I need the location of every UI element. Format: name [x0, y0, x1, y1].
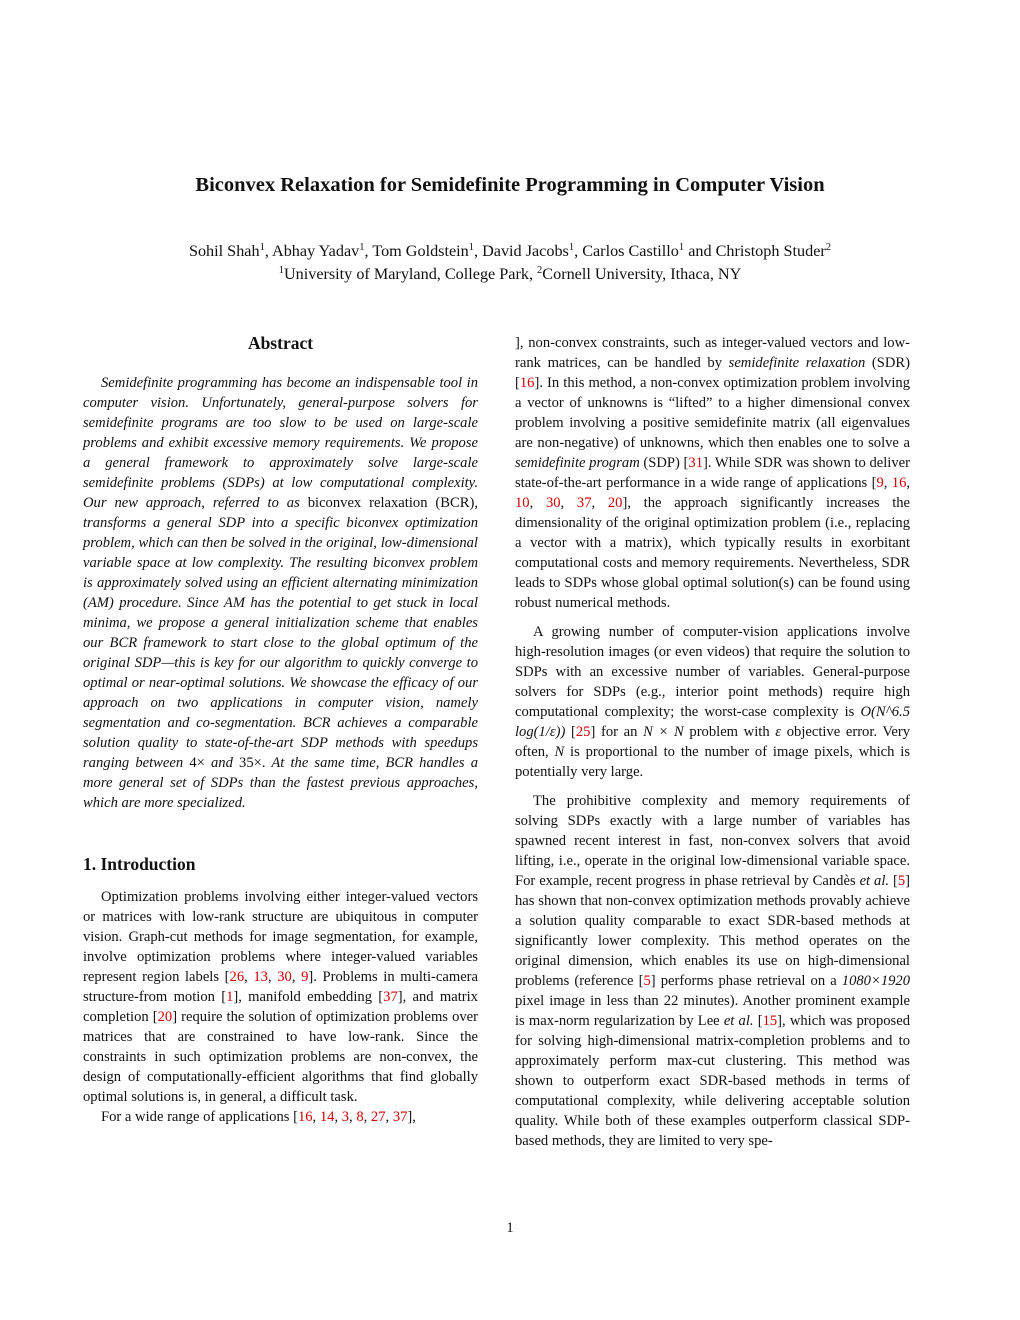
body-paragraph: A growing number of computer-vision applications involve high-resolution images (or even videos) that require the solution to SDPs with an excessive number of variables. General-purpose solvers for SDPs (e.g., interior point methods) require high computational complexity; the worst-case complexity is O(N^6.5 log(1/ε)) [25] for an N × N problem with ε objective error. Very often, N is proportional to the number of image pixels, which is potentially very large. [515, 624, 911, 780]
citation-link[interactable]: 15 [762, 1013, 778, 1029]
citation-link[interactable]: 8 [356, 1109, 364, 1125]
citation-link[interactable]: 37 [392, 1109, 408, 1125]
citation-link[interactable]: 20 [157, 1009, 173, 1025]
citation-link[interactable]: 26 [229, 969, 245, 985]
author-name: Tom Goldstein [372, 242, 469, 260]
abstract-text: Semidefinite programming has become an indispensable tool in computer vision. Unfortunately, general-purpose solvers for semidefinite programs are too slow to be used on large-scale problems and exhibit excessive memory requirements. We propose a general framework to approximately solve large-scale semidefinite problems (SDPs) at low computational complexity. Our new approach, referred to as biconvex relaxation (BCR), transforms a general SDP into a specific biconvex optimization problem, which can then be solved in the original, low-dimensional variable space at low complexity. The resulting biconvex problem is approximately solved using an efficient alternating minimization (AM) procedure. Since AM has the potential to get stuck in local minima, we propose a general initialization scheme that enables our BCR framework to start close to the global optimum of the original SDP—this is key for our algorithm to quickly converge to optimal or near-optimal solutions. We showcase the efficacy of our approach on two applications in computer vision, namely segmentation and co-segmentation. BCR achieves a comparable solution quality to state-of-the-art SDP methods with speedups ranging between 4× and 35×. At the same time, BCR handles a more general set of SDPs than the fastest previous approaches, which are more specialized. [83, 375, 478, 811]
citation-link[interactable]: 9 [876, 475, 884, 491]
citation-link[interactable]: 13 [253, 969, 268, 985]
citation-link[interactable]: 16 [891, 475, 907, 491]
left-column [83, 333, 478, 1127]
author-block [0, 240, 1020, 286]
citation-link[interactable]: 1 [226, 989, 234, 1005]
math-expression: N [554, 744, 565, 760]
citation-link[interactable]: 25 [575, 724, 591, 740]
author-name: Abhay Yadav [272, 242, 360, 260]
math-expression: N × N [643, 724, 684, 740]
author-affiliation-mark: 1 [259, 242, 265, 253]
body-paragraph: Optimization problems involving either integer-valued vectors or matrices with low-rank structure are ubiquitous in computer vision. Graph-cut methods for image segmentation, for example, involve optimization problems where integer-valued variables represent region labels [26, 13, 30, 9]. Problems in multi-camera structure-from motion [1], manifold embedding [37], and matrix completion [20] require the solution of optimization problems over matrices that are constrained to have low-rank. Since the constraints in such optimization problems are non-convex, the design of computationally-efficient algorithms that find globally optimal solutions is, in general, a difficult task. [83, 889, 479, 1105]
author-name: Carlos Castillo [582, 242, 679, 260]
citation-link[interactable]: 31 [688, 455, 704, 471]
right-column [515, 333, 910, 1151]
citation-link[interactable]: 20 [607, 495, 623, 511]
citation-link[interactable]: 30 [545, 495, 561, 511]
math-expression: O(N^6.5 log(1/ε)) [515, 704, 910, 740]
citation-link[interactable]: 16 [297, 1109, 313, 1125]
citation-link[interactable]: 5 [897, 873, 906, 889]
affiliation: University of Maryland, College Park [283, 265, 529, 283]
paper-title: Biconvex Relaxation for Semidefinite Programming in Computer Vision [195, 174, 825, 196]
math-expression: 1080×1920 [841, 973, 911, 989]
author-name: David Jacobs [482, 242, 569, 260]
affiliation-list: $^1$University of Maryland, College Park, $^2$Cornell University, Ithaca, NY [278, 265, 742, 283]
abstract-heading: Abstract [247, 333, 314, 353]
author-affiliation-mark: 2 [825, 242, 832, 253]
citation-link[interactable]: 37 [383, 989, 398, 1005]
author-affiliation-mark: 1 [678, 242, 685, 253]
body-paragraph: The prohibitive complexity and memory requirements of solving SDPs exactly with a large number of variables has spawned recent interest in fast, non-convex solvers that avoid lifting, i.e., operate in the original low-dimensional variable space. For example, recent progress in phase retrieval by Candès et al. [5] has shown that non-convex optimization methods provably achieve a solution quality comparable to exact SDR-based methods at significantly lower complexity. This method operates on the original dimension, which enables its use on high-dimensional problems (reference [5] performs phase retrieval on a 1080×1920 pixel image in less than 22 minutes). Another prominent example is max-norm regularization by Lee et al. [15], which was proposed for solving high-dimensional matrix-completion problems and to approximately perform max-cut clustering. This method was shown to outperform exact SDR-based methods in terms of computational complexity, while delivering acceptable solution quality. While both of these examples outperform classical SDP-based methods, they are limited to very spe- [515, 793, 911, 1149]
math-expression: ε [775, 724, 782, 740]
author-affiliation-mark: 1 [468, 242, 474, 253]
author-list: Sohil Shah$^1$, Abhay Yadav$^1$, Tom Goldstein$^1$, David Jacobs$^1$, Carlos Castillo$^1$ and Christoph Studer$^2$ [188, 242, 832, 260]
citation-link[interactable]: 10 [515, 495, 530, 511]
citation-link[interactable]: 14 [319, 1109, 335, 1125]
affiliation: Cornell University, Ithaca, NY [542, 265, 742, 283]
author-name: Sohil Shah [188, 242, 260, 260]
author-affiliation-mark: 1 [568, 242, 575, 253]
citation-link[interactable]: 5 [643, 973, 651, 989]
citation-link[interactable]: 16 [519, 375, 535, 391]
author-affiliation-mark: 1 [359, 242, 365, 253]
section-heading-introduction: 1. Introduction [83, 854, 196, 874]
author-name: Christoph Studer [715, 242, 826, 260]
page-number: 1 [506, 1220, 514, 1236]
body-paragraph-continued: For a wide range of applications [16, 14, 3, 8, 27, 37], [101, 1109, 416, 1125]
citation-link[interactable]: 37 [576, 495, 592, 511]
citation-link[interactable]: 3 [341, 1109, 350, 1125]
body-paragraph: ], non-convex constraints, such as integer-valued vectors and low-rank matrices, can be handled by semidefinite relaxation (SDR) [16]. In this method, a non-convex optimization problem involving a vector of unknowns is “lifted” to a higher dimensional convex problem involving a positive semidefinite matrix (all eigenvalues are non-negative) of unknowns, which then enables one to solve a semidefinite program (SDP) [31]. While SDR was shown to deliver state-of-the-art performance in a wide range of applications [9, 16, 10, 30, 37, 20], the approach significantly increases the dimensionality of the original optimization problem (i.e., replacing a vector with a matrix), which typically results in exorbitant computational costs and memory requirements. Nevertheless, SDR leads to SDPs whose global optimal solution(s) can be found using robust numerical methods. [515, 335, 911, 611]
citation-link[interactable]: 9 [301, 969, 309, 985]
citation-link[interactable]: 27 [370, 1109, 386, 1125]
citation-link[interactable]: 30 [277, 969, 292, 985]
